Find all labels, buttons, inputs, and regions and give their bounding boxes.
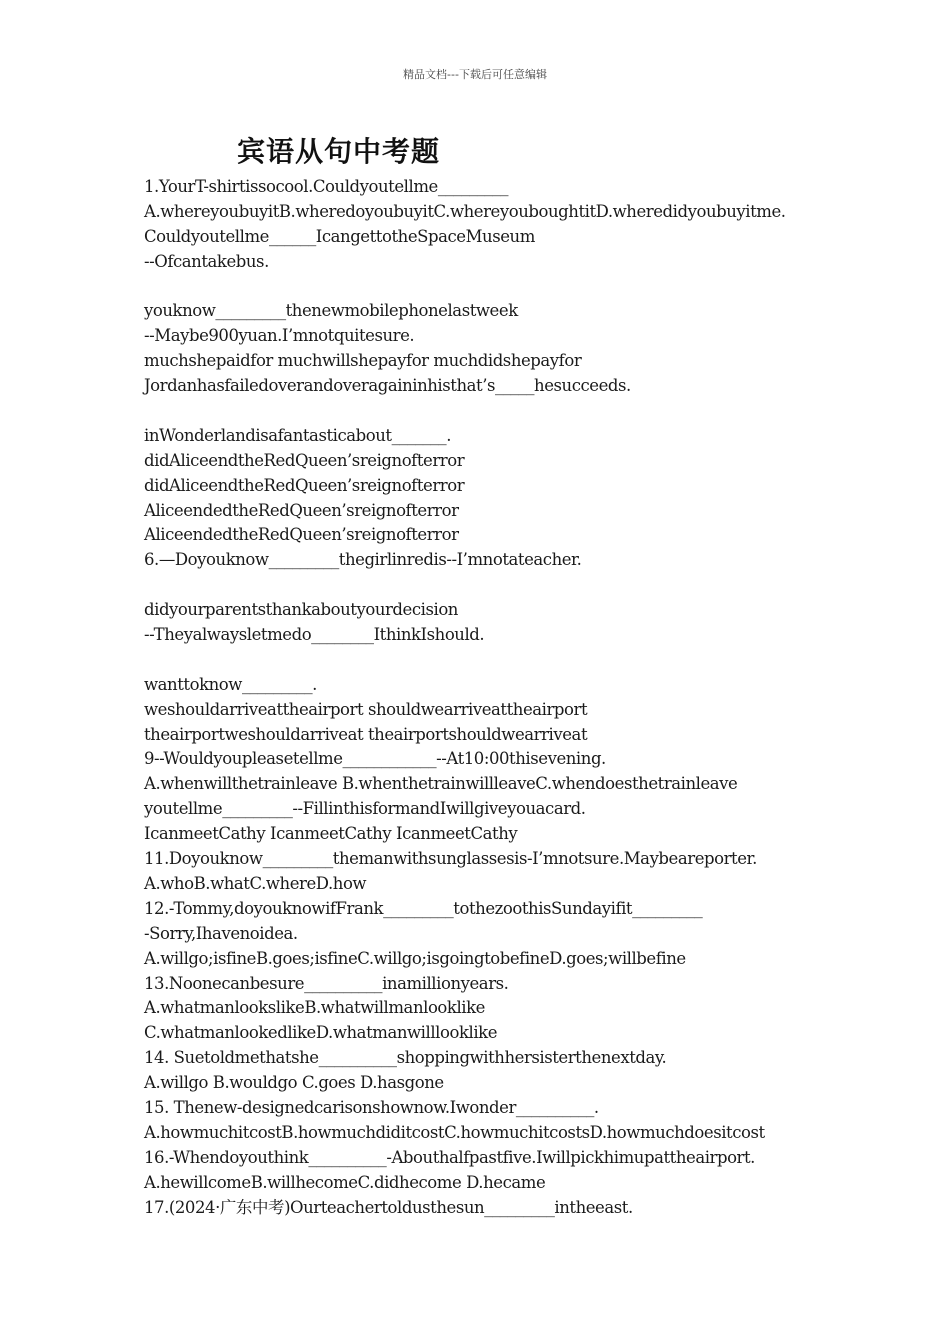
question-line: theairportweshouldarriveat theairportshouldwearriveat <box>144 724 588 744</box>
question-line: A.willgo B.wouldgo C.goes D.hasgone <box>144 1073 444 1093</box>
question-line: didAliceendtheRedQueen’sreignofterror <box>144 450 465 470</box>
question-line: A.whoB.whatC.whereD.how <box>144 873 367 893</box>
question-line: A.whatmanlookslikeB.whatwillmanlooklike <box>144 998 485 1018</box>
question-line: 1.YourT-shirtissocool.Couldyoutellme_________ <box>144 177 509 196</box>
question-line: 9--Wouldyoupleasetellme____________--At10:00thisevening. <box>144 749 606 769</box>
question-line: wanttoknow_________. <box>144 674 317 694</box>
question-line: 12.-Tommy,doyouknowifFrank_________tothezoothisSundayifit_________ <box>144 898 703 918</box>
question-line: 13.Noonecanbesure__________inamillionyears. <box>144 973 509 993</box>
blank-spacer <box>144 573 934 598</box>
question-line: A.willgo;isfineB.goes;isfineC.willgo;isgoingtobefineD.goes;willbefine <box>144 948 686 968</box>
question-line: Couldyoutellme______IcangettotheSpaceMuseum <box>144 226 535 246</box>
question-line: C.whatmanlookedlikeD.whatmanwilllooklike <box>144 1023 498 1043</box>
page-header: 精品文档---下载后可任意编辑 <box>403 68 547 81</box>
question-line: youtellme_________--FillinthisformandIwillgiveyouacard. <box>144 799 586 819</box>
question-line: AliceendedtheRedQueen’sreignofterror <box>144 525 459 545</box>
question-line: didyourparentsthankaboutyourdecision <box>144 600 458 620</box>
question-line: 11.Doyouknow_________themanwithsunglassesis-I’mnotsure.Maybeareporter. <box>144 849 757 869</box>
question-line: muchshepaidfor muchwillshepayfor muchdidshepayfor <box>144 351 582 371</box>
question-line: 17.(2024·广东中考)Ourteachertoldusthesun_________intheeast. <box>144 1197 633 1217</box>
blank-spacer <box>144 648 934 673</box>
question-line: IcanmeetCathy IcanmeetCathy IcanmeetCathy <box>144 824 518 844</box>
document-title: 宾语从句中考题 <box>237 135 441 168</box>
question-line: --Maybe900yuan.I’mnotquitesure. <box>144 326 415 346</box>
question-line: AliceendedtheRedQueen’sreignofterror <box>144 500 459 520</box>
question-line: --Ofcantakebus. <box>144 251 269 271</box>
question-line: 15. Thenew-designedcarisonshownow.Iwonder__________. <box>144 1097 599 1117</box>
question-line: 16.-Whendoyouthink__________-Abouthalfpastfive.Iwillpickhimupattheairport. <box>144 1147 755 1167</box>
question-line: didAliceendtheRedQueen’sreignofterror <box>144 475 465 495</box>
question-line: weshouldarriveattheairport shouldwearriveattheairport <box>144 699 588 719</box>
question-line: Jordanhasfailedoverandoveragaininhisthat’s_____hesucceeds. <box>144 376 631 396</box>
blank-spacer <box>144 399 934 424</box>
question-line: youknow_________thenewmobilephonelastweek <box>144 301 518 321</box>
blank-spacer <box>144 275 934 300</box>
question-line: -Sorry,Ihavenoidea. <box>144 923 298 943</box>
question-line: 14. Suetoldmethatshe__________shoppingwithhersisterthenextday. <box>144 1048 667 1068</box>
question-line: 6.—Doyouknow_________thegirlinredis--I’mnotateacher. <box>144 550 582 570</box>
question-body <box>144 175 934 1220</box>
question-line: --Theyalwaysletmedo________IthinkIshould. <box>144 625 485 645</box>
question-line: A.whereyoubuyitB.wheredoyoubuyitC.whereyouboughtitD.wheredidyoubuyitme. <box>144 201 786 221</box>
question-line: A.whenwillthetrainleave B.whenthetrainwillleaveC.whendoesthetrainleave <box>144 774 738 794</box>
question-line: A.howmuchitcostB.howmuchdiditcostC.howmuchitcostsD.howmuchdoesitcost <box>144 1122 765 1142</box>
question-line: A.hewillcomeB.willhecomeC.didhecome D.hecame <box>144 1172 546 1192</box>
question-line: inWonderlandisafantasticabout_______. <box>144 425 451 445</box>
